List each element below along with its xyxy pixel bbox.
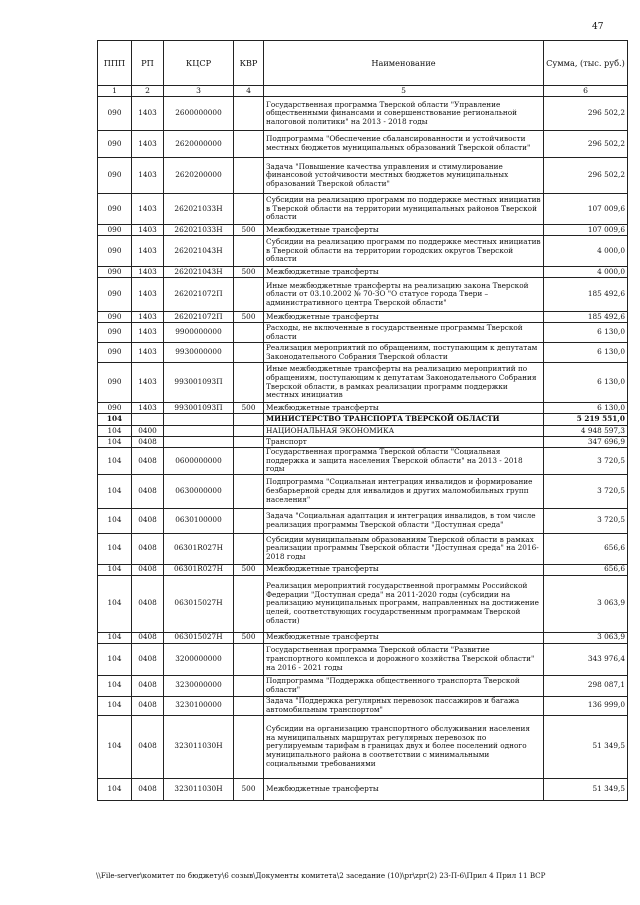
header-rp: РП — [132, 41, 164, 86]
cell-rp: 0408 — [132, 575, 164, 632]
cell-sum: 107 009,6 — [544, 225, 628, 236]
cell-kvr — [234, 696, 264, 715]
cell-ppp: 090 — [98, 323, 132, 343]
cell-sum: 6 130,0 — [544, 343, 628, 363]
cell-rp: 0408 — [132, 778, 164, 800]
cell-kcsr: 262021072П — [164, 278, 234, 312]
cell-rp: 1403 — [132, 312, 164, 323]
cell-rp: 0408 — [132, 643, 164, 675]
cell-rp: 1403 — [132, 343, 164, 363]
cell-ppp: 090 — [98, 267, 132, 278]
cell-rp: 1403 — [132, 236, 164, 267]
cell-rp: 0408 — [132, 696, 164, 715]
cell-kcsr — [164, 426, 234, 437]
cell-rp: 1403 — [132, 363, 164, 403]
table-row — [98, 715, 628, 778]
cell-sum: 296 502,2 — [544, 158, 628, 194]
cell-sum: 107 009,6 — [544, 194, 628, 225]
cell-rp: 1403 — [132, 97, 164, 131]
table-row — [98, 437, 628, 448]
cell-kvr — [234, 414, 264, 426]
cell-sum: 343 976,4 — [544, 643, 628, 675]
cell-ppp: 090 — [98, 363, 132, 403]
cell-kvr: 500 — [234, 403, 264, 414]
cell-name: Субсидии на реализацию программ по поддержке местных инициатив в Тверской области на территории муниципальных районов Тверской области — [264, 194, 544, 225]
cell-ppp: 090 — [98, 403, 132, 414]
cell-name: Реализация мероприятий государственной программы Российской Федерации "Доступная среда" на 2011-2020 годы (субсидии на реализацию муниципальных программ, направленных на достижение целей, соответствующих государственным программам Тверской области) — [264, 575, 544, 632]
cell-kcsr: 262021043Н — [164, 267, 234, 278]
cell-kcsr: 3200000000 — [164, 643, 234, 675]
cell-kcsr: 9900000000 — [164, 323, 234, 343]
table-row — [98, 575, 628, 632]
column-number: 1 — [98, 86, 132, 97]
cell-kvr — [234, 675, 264, 696]
cell-kvr: 500 — [234, 632, 264, 643]
table-row — [98, 643, 628, 675]
cell-ppp: 104 — [98, 675, 132, 696]
cell-kvr — [234, 715, 264, 778]
cell-kcsr: 0600000000 — [164, 448, 234, 475]
cell-ppp: 090 — [98, 343, 132, 363]
cell-name: Субсидии муниципальным образованиям Тверской области в рамках реализации программы Тверской области "Доступная среда" на 2016-2018 годы — [264, 533, 544, 564]
table-row — [98, 131, 628, 158]
cell-name: Задача "Поддержка регулярных перевозок пассажиров и багажа автомобильным транспортом" — [264, 696, 544, 715]
header-ppp: ППП — [98, 41, 132, 86]
column-number: 3 — [164, 86, 234, 97]
table-row — [98, 363, 628, 403]
cell-kvr — [234, 533, 264, 564]
cell-name: Транспорт — [264, 437, 544, 448]
header-row — [98, 41, 628, 86]
cell-sum: 51 349,5 — [544, 715, 628, 778]
table-row — [98, 343, 628, 363]
cell-name: НАЦИОНАЛЬНАЯ ЭКОНОМИКА — [264, 426, 544, 437]
cell-rp: 0408 — [132, 474, 164, 508]
table-row — [98, 225, 628, 236]
cell-rp: 1403 — [132, 131, 164, 158]
cell-sum: 296 502,2 — [544, 131, 628, 158]
cell-sum: 347 696,9 — [544, 437, 628, 448]
cell-name: Межбюджетные трансферты — [264, 632, 544, 643]
column-number-row — [98, 86, 628, 97]
cell-ppp: 090 — [98, 236, 132, 267]
cell-kcsr: 3230000000 — [164, 675, 234, 696]
cell-kvr — [234, 437, 264, 448]
cell-ppp: 104 — [98, 437, 132, 448]
cell-kvr — [234, 97, 264, 131]
cell-name: Государственная программа Тверской области "Социальная поддержка и защита населения Тверской области" на 2013 - 2018 годы — [264, 448, 544, 475]
cell-kvr — [234, 474, 264, 508]
cell-ppp: 090 — [98, 225, 132, 236]
cell-ppp: 090 — [98, 158, 132, 194]
header-kvr: КВР — [234, 41, 264, 86]
column-number: 4 — [234, 86, 264, 97]
cell-rp: 1403 — [132, 158, 164, 194]
table-row — [98, 426, 628, 437]
cell-sum: 51 349,5 — [544, 778, 628, 800]
cell-sum: 185 492,6 — [544, 278, 628, 312]
cell-kvr: 500 — [234, 778, 264, 800]
cell-name: Реализация мероприятий по обращениям, поступающим к депутатам Законодательного Собрания Тверской области — [264, 343, 544, 363]
cell-name: Межбюджетные трансферты — [264, 225, 544, 236]
cell-name: Субсидии на реализацию программ по поддержке местных инициатив в Тверской области на территории городских округов Тверской области — [264, 236, 544, 267]
cell-ppp: 104 — [98, 414, 132, 426]
cell-name: Государственная программа Тверской области "Управление общественными финансами и совершенствование региональной налоговой политики" на 2013 - 2018 годы — [264, 97, 544, 131]
cell-rp: 0408 — [132, 632, 164, 643]
cell-name: Подпрограмма "Поддержка общественного транспорта Тверской области" — [264, 675, 544, 696]
table-row — [98, 312, 628, 323]
cell-ppp: 090 — [98, 131, 132, 158]
cell-sum: 3 063,9 — [544, 632, 628, 643]
cell-rp: 1403 — [132, 194, 164, 225]
table-row — [98, 194, 628, 225]
cell-rp: 0408 — [132, 533, 164, 564]
page-number: 47 — [592, 22, 604, 32]
cell-sum: 3 720,5 — [544, 448, 628, 475]
table-row — [98, 696, 628, 715]
cell-kcsr: 262021043Н — [164, 236, 234, 267]
table-row — [98, 278, 628, 312]
cell-ppp: 090 — [98, 278, 132, 312]
header-sum: Сумма, (тыс. руб.) — [544, 41, 628, 86]
table-row — [98, 778, 628, 800]
cell-kcsr — [164, 414, 234, 426]
cell-ppp: 104 — [98, 474, 132, 508]
cell-kvr — [234, 236, 264, 267]
cell-name: Расходы, не включенные в государственные программы Тверской области — [264, 323, 544, 343]
cell-ppp: 104 — [98, 448, 132, 475]
cell-rp: 0408 — [132, 715, 164, 778]
cell-sum: 296 502,2 — [544, 97, 628, 131]
cell-sum: 3 720,5 — [544, 474, 628, 508]
table-row — [98, 158, 628, 194]
cell-name: МИНИСТЕРСТВО ТРАНСПОРТА ТВЕРСКОЙ ОБЛАСТИ — [264, 414, 544, 426]
table-body — [98, 97, 628, 801]
table-row — [98, 267, 628, 278]
cell-kvr: 500 — [234, 225, 264, 236]
cell-kcsr: 06301R027Н — [164, 533, 234, 564]
cell-ppp: 090 — [98, 312, 132, 323]
cell-sum: 3 720,5 — [544, 508, 628, 533]
cell-sum: 298 087,1 — [544, 675, 628, 696]
cell-name: Подпрограмма "Социальная интеграция инвалидов и формирование безбарьерной среды для инвалидов и других маломобильных групп населения" — [264, 474, 544, 508]
cell-kcsr: 3230100000 — [164, 696, 234, 715]
cell-ppp: 104 — [98, 426, 132, 437]
table-row — [98, 508, 628, 533]
cell-sum: 5 219 551,0 — [544, 414, 628, 426]
cell-kcsr: 323011030Н — [164, 715, 234, 778]
cell-name: Межбюджетные трансферты — [264, 564, 544, 575]
cell-ppp: 104 — [98, 632, 132, 643]
column-number: 2 — [132, 86, 164, 97]
cell-ppp: 104 — [98, 564, 132, 575]
cell-kcsr: 993001093П — [164, 403, 234, 414]
cell-rp — [132, 414, 164, 426]
cell-kcsr: 262021033Н — [164, 225, 234, 236]
cell-kvr — [234, 508, 264, 533]
cell-kcsr: 063015027Н — [164, 575, 234, 632]
cell-name: Подпрограмма "Обеспечение сбалансированности и устойчивости местных бюджетов муниципальных образований Тверской области" — [264, 131, 544, 158]
cell-kvr — [234, 343, 264, 363]
cell-ppp: 104 — [98, 696, 132, 715]
cell-kvr — [234, 575, 264, 632]
cell-kcsr: 262021072П — [164, 312, 234, 323]
cell-kcsr: 063015027Н — [164, 632, 234, 643]
table-row — [98, 448, 628, 475]
cell-kvr: 500 — [234, 267, 264, 278]
cell-kvr — [234, 278, 264, 312]
cell-sum: 3 063,9 — [544, 575, 628, 632]
cell-ppp: 104 — [98, 575, 132, 632]
cell-ppp: 104 — [98, 643, 132, 675]
cell-rp: 1403 — [132, 323, 164, 343]
table-row — [98, 414, 628, 426]
budget-table — [97, 40, 628, 801]
cell-kvr — [234, 158, 264, 194]
cell-kcsr: 2600000000 — [164, 97, 234, 131]
table-row — [98, 632, 628, 643]
header-kcsr: КЦСР — [164, 41, 234, 86]
cell-kvr — [234, 323, 264, 343]
file-path-footer: \\File-server\комитет по бюджету\6 созыв\Документы комитета\2 заседание (10)\pr\zpr(2) 23-П-6\Прил 4 Прил 11 ВСР — [96, 871, 546, 880]
cell-kvr — [234, 363, 264, 403]
column-number: 6 — [544, 86, 628, 97]
table-row — [98, 533, 628, 564]
cell-rp: 1403 — [132, 267, 164, 278]
cell-name: Задача "Социальная адаптация и интеграция инвалидов, в том числе реализация программы Тверской области "Доступная среда" — [264, 508, 544, 533]
table-row — [98, 564, 628, 575]
cell-rp: 0408 — [132, 448, 164, 475]
table-row — [98, 236, 628, 267]
cell-ppp: 090 — [98, 194, 132, 225]
cell-name: Задача "Повышение качества управления и стимулирование финансовой устойчивости местных бюджетов муниципальных образований Тверской области" — [264, 158, 544, 194]
cell-kcsr: 2620000000 — [164, 131, 234, 158]
cell-name: Межбюджетные трансферты — [264, 267, 544, 278]
cell-name: Иные межбюджетные трансферты на реализацию закона Тверской области от 03.10.2002 № 70-ЗО "О статусе города Твери – административного центра Тверской области" — [264, 278, 544, 312]
cell-sum: 185 492,6 — [544, 312, 628, 323]
cell-sum: 4 000,0 — [544, 236, 628, 267]
cell-name: Субсидии на организацию транспортного обслуживания населения на муниципальных маршрутах регулярных перевозок по регулируемым тарифам в границах двух и более поселений одного муниципального района в соответствии с минимальными социальными требованиями — [264, 715, 544, 778]
header-name: Наименование — [264, 41, 544, 86]
cell-sum: 6 130,0 — [544, 363, 628, 403]
table-row — [98, 403, 628, 414]
cell-ppp: 104 — [98, 508, 132, 533]
cell-kcsr: 0630100000 — [164, 508, 234, 533]
cell-ppp: 104 — [98, 778, 132, 800]
cell-rp: 0408 — [132, 508, 164, 533]
cell-name: Межбюджетные трансферты — [264, 312, 544, 323]
cell-sum: 6 130,0 — [544, 403, 628, 414]
cell-ppp: 104 — [98, 715, 132, 778]
cell-name: Межбюджетные трансферты — [264, 403, 544, 414]
cell-sum: 656,6 — [544, 564, 628, 575]
cell-kvr — [234, 426, 264, 437]
cell-kvr — [234, 448, 264, 475]
cell-name: Государственная программа Тверской области "Развитие транспортного комплекса и дорожного хозяйства Тверской области" на 2016 - 2021 годы — [264, 643, 544, 675]
cell-sum: 136 999,0 — [544, 696, 628, 715]
cell-kcsr: 262021033Н — [164, 194, 234, 225]
table-row — [98, 97, 628, 131]
cell-kvr — [234, 131, 264, 158]
cell-sum: 6 130,0 — [544, 323, 628, 343]
cell-rp: 1403 — [132, 403, 164, 414]
table-row — [98, 474, 628, 508]
cell-rp: 0400 — [132, 426, 164, 437]
cell-ppp: 090 — [98, 97, 132, 131]
column-number: 5 — [264, 86, 544, 97]
cell-kcsr: 2620200000 — [164, 158, 234, 194]
cell-kcsr: 993001093П — [164, 363, 234, 403]
cell-kvr — [234, 194, 264, 225]
cell-name: Межбюджетные трансферты — [264, 778, 544, 800]
table-row — [98, 675, 628, 696]
cell-kvr: 500 — [234, 312, 264, 323]
cell-ppp: 104 — [98, 533, 132, 564]
cell-sum: 4 000,0 — [544, 267, 628, 278]
cell-kcsr: 06301R027Н — [164, 564, 234, 575]
cell-rp: 0408 — [132, 437, 164, 448]
cell-kcsr: 9930000000 — [164, 343, 234, 363]
cell-sum: 656,6 — [544, 533, 628, 564]
cell-kvr — [234, 643, 264, 675]
cell-kcsr: 0630000000 — [164, 474, 234, 508]
cell-rp: 1403 — [132, 225, 164, 236]
cell-name: Иные межбюджетные трансферты на реализацию мероприятий по обращениям, поступающим к депутатам Законодательного Собрания Тверской области, в рамках реализации программ поддержки местных инициатив — [264, 363, 544, 403]
cell-rp: 0408 — [132, 564, 164, 575]
cell-kcsr: 323011030Н — [164, 778, 234, 800]
cell-kcsr — [164, 437, 234, 448]
cell-sum: 4 948 597,3 — [544, 426, 628, 437]
cell-kvr: 500 — [234, 564, 264, 575]
cell-rp: 1403 — [132, 278, 164, 312]
cell-rp: 0408 — [132, 675, 164, 696]
table-row — [98, 323, 628, 343]
